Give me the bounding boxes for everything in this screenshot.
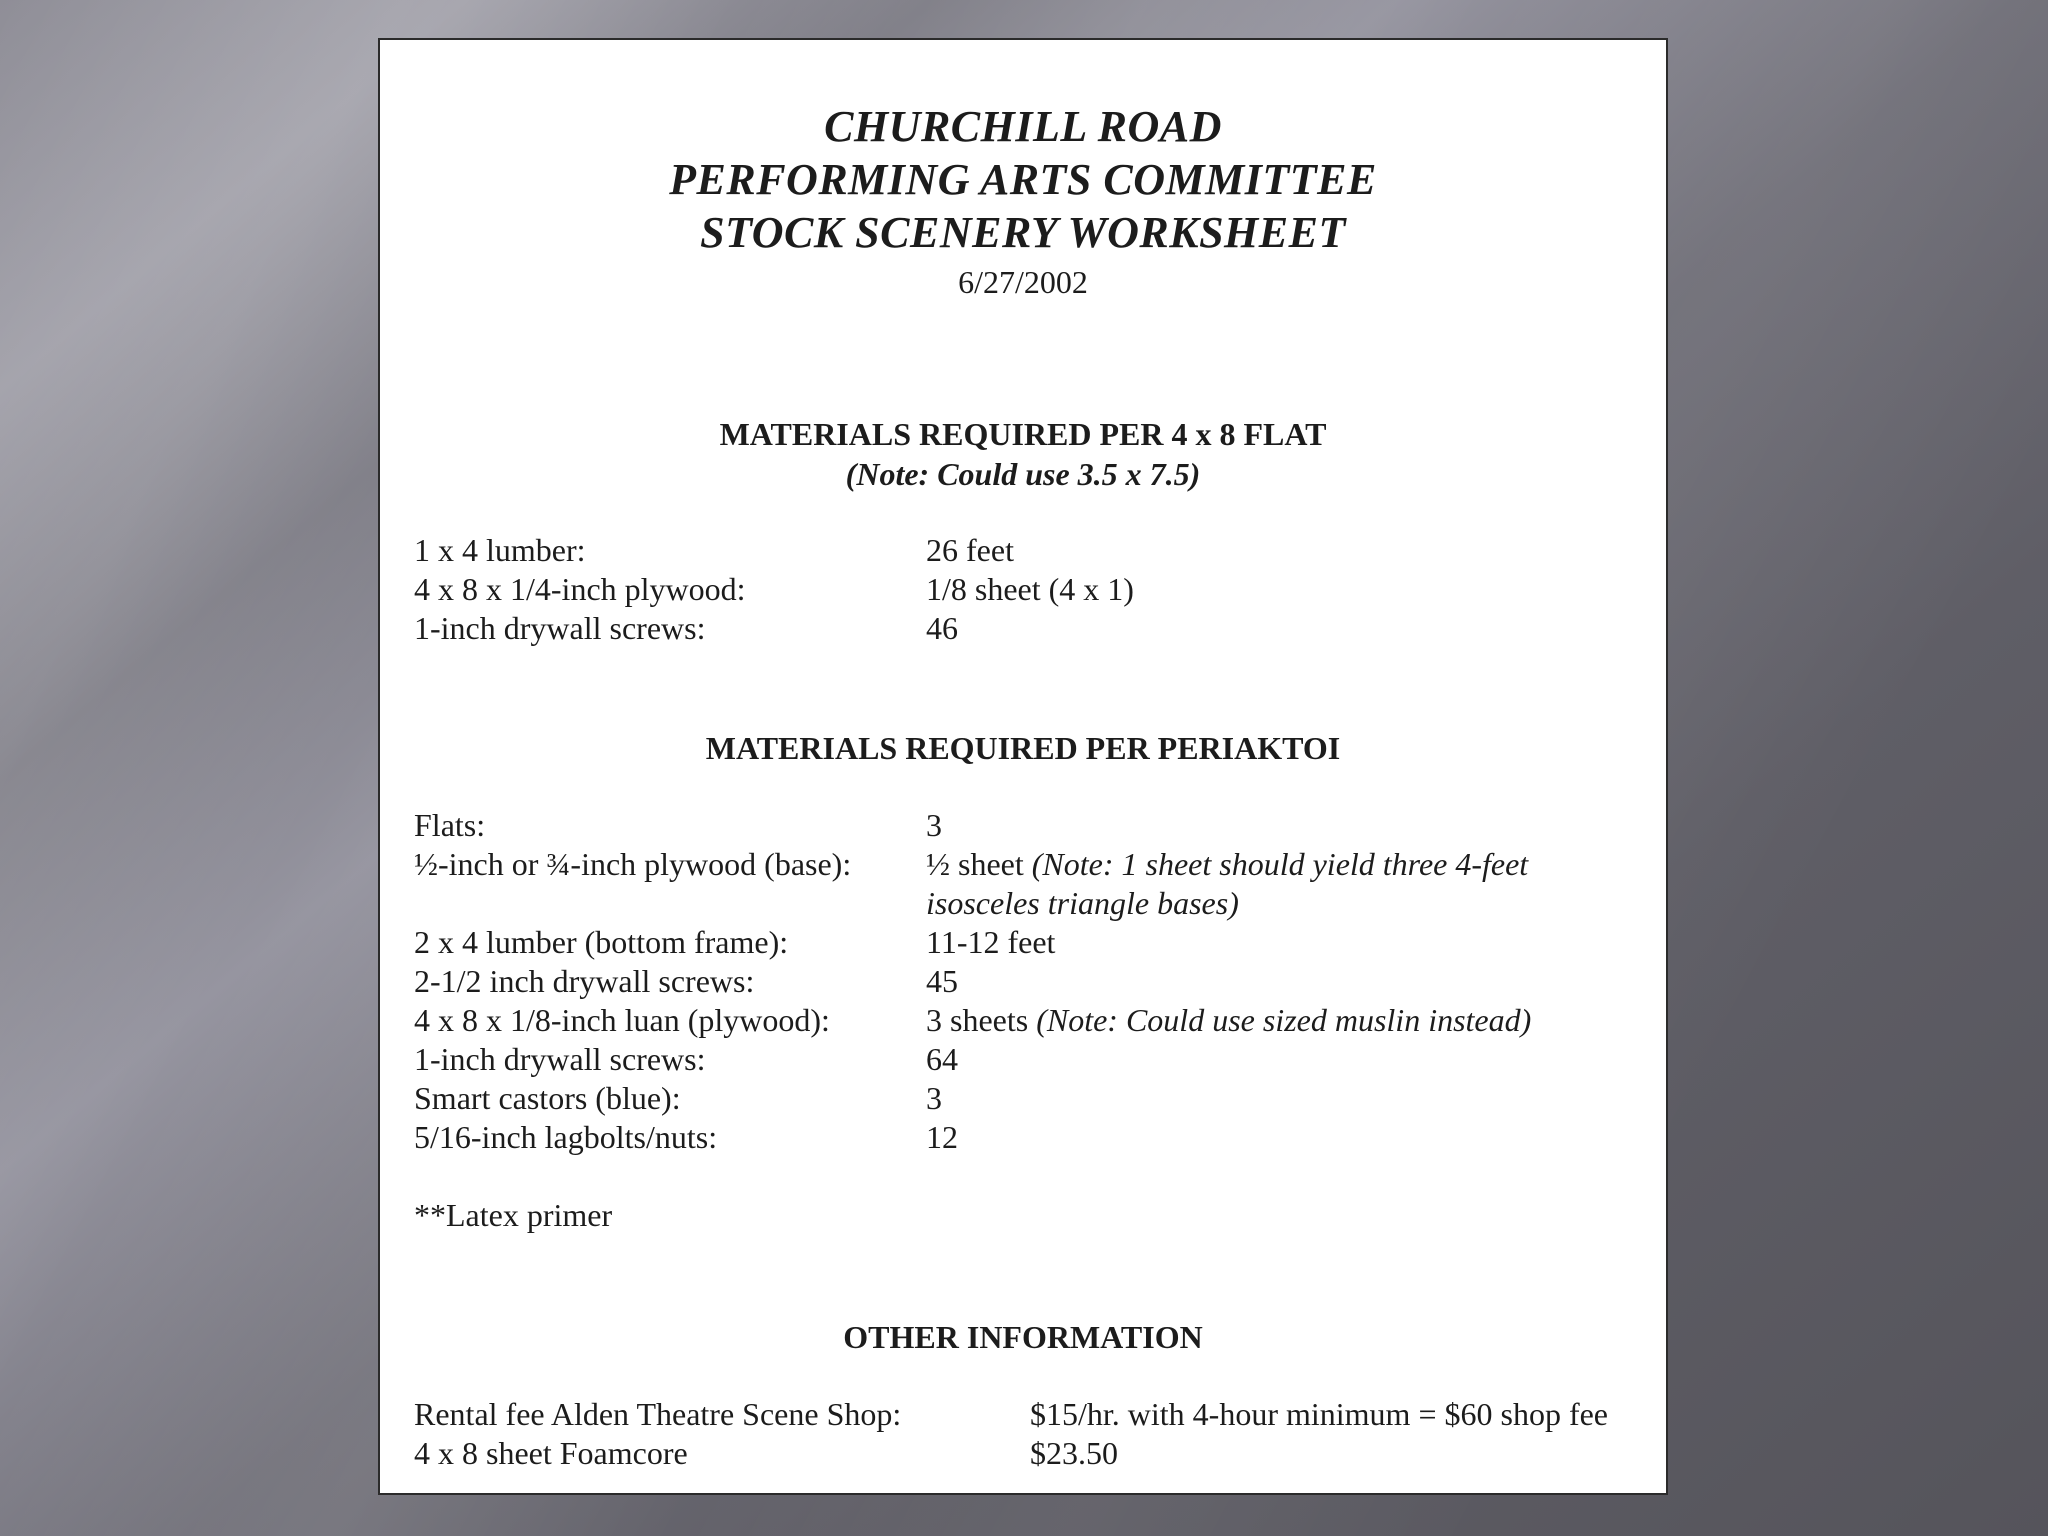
periaktoi-section-heading: MATERIALS REQUIRED PER PERIAKTOI: [705, 730, 1341, 766]
periaktoi-item-label: 2-1/2 inch drywall screws:: [414, 963, 755, 999]
document-date: 6/27/2002: [958, 264, 1088, 300]
flat-item-label: 1 x 4 lumber:: [414, 532, 586, 568]
title-line-1: CHURCHILL ROAD: [824, 102, 1222, 151]
periaktoi-item-label: ½-inch or ¾-inch plywood (base):: [414, 846, 852, 882]
periaktoi-item-label: 1-inch drywall screws:: [414, 1041, 706, 1077]
other-section-heading: OTHER INFORMATION: [843, 1319, 1203, 1355]
periaktoi-item-value: [926, 923, 1055, 962]
worksheet-page: [378, 38, 1668, 1495]
periaktoi-item-value: [926, 1001, 1531, 1040]
periaktoi-item-value-text: 3: [926, 1080, 942, 1116]
periaktoi-item-value: [926, 1118, 958, 1157]
flat-item-label: 4 x 8 x 1/4-inch plywood:: [414, 571, 746, 607]
periaktoi-item-value: [926, 962, 958, 1001]
flat-section-note: (Note: Could use 3.5 x 7.5): [845, 456, 1201, 492]
periaktoi-footnote: **Latex primer: [414, 1197, 613, 1233]
other-item-value: $15/hr. with 4-hour minimum = $60 shop fee: [1030, 1396, 1608, 1432]
periaktoi-item-value: [926, 1040, 958, 1079]
periaktoi-item-value-text: 3: [926, 807, 942, 843]
periaktoi-item-value-text: 12: [926, 1119, 958, 1155]
periaktoi-item-value-text: 45: [926, 963, 958, 999]
periaktoi-item-label: Flats:: [414, 807, 486, 843]
periaktoi-item-note-continued: isosceles triangle bases): [926, 885, 1239, 921]
title-line-3: STOCK SCENERY WORKSHEET: [700, 208, 1346, 257]
periaktoi-item-note: (Note: 1 sheet should yield three 4-feet: [1031, 846, 1529, 882]
other-item-label: Rental fee Alden Theatre Scene Shop:: [414, 1396, 902, 1432]
other-item-label: 4 x 8 sheet Foamcore: [414, 1435, 688, 1471]
periaktoi-item-value-text: ½ sheet: [926, 846, 1024, 882]
flat-item-value: 46: [926, 610, 958, 646]
periaktoi-item-value: [926, 1079, 942, 1118]
flat-item-value: 26 feet: [926, 532, 1014, 568]
flat-item-value: 1/8 sheet (4 x 1): [926, 571, 1134, 607]
periaktoi-item-value-text: 64: [926, 1041, 958, 1077]
periaktoi-item-value: [926, 806, 942, 845]
flat-item-label: 1-inch drywall screws:: [414, 610, 706, 646]
periaktoi-item-label: 5/16-inch lagbolts/nuts:: [414, 1119, 718, 1155]
title-line-2: PERFORMING ARTS COMMITTEE: [669, 155, 1377, 204]
flat-section-heading: MATERIALS REQUIRED PER 4 x 8 FLAT: [719, 416, 1327, 452]
periaktoi-item-value: [926, 845, 1528, 884]
document-title-block: [380, 100, 1666, 303]
other-item-value: $23.50: [1030, 1435, 1118, 1471]
periaktoi-item-label: 4 x 8 x 1/8-inch luan (plywood):: [414, 1002, 830, 1038]
periaktoi-item-note: (Note: Could use sized muslin instead): [1036, 1002, 1532, 1038]
periaktoi-item-label: Smart castors (blue):: [414, 1080, 681, 1116]
periaktoi-item-value-text: 11-12 feet: [926, 924, 1056, 960]
periaktoi-item-value-text: 3 sheets: [926, 1002, 1029, 1038]
periaktoi-item-label: 2 x 4 lumber (bottom frame):: [414, 924, 789, 960]
